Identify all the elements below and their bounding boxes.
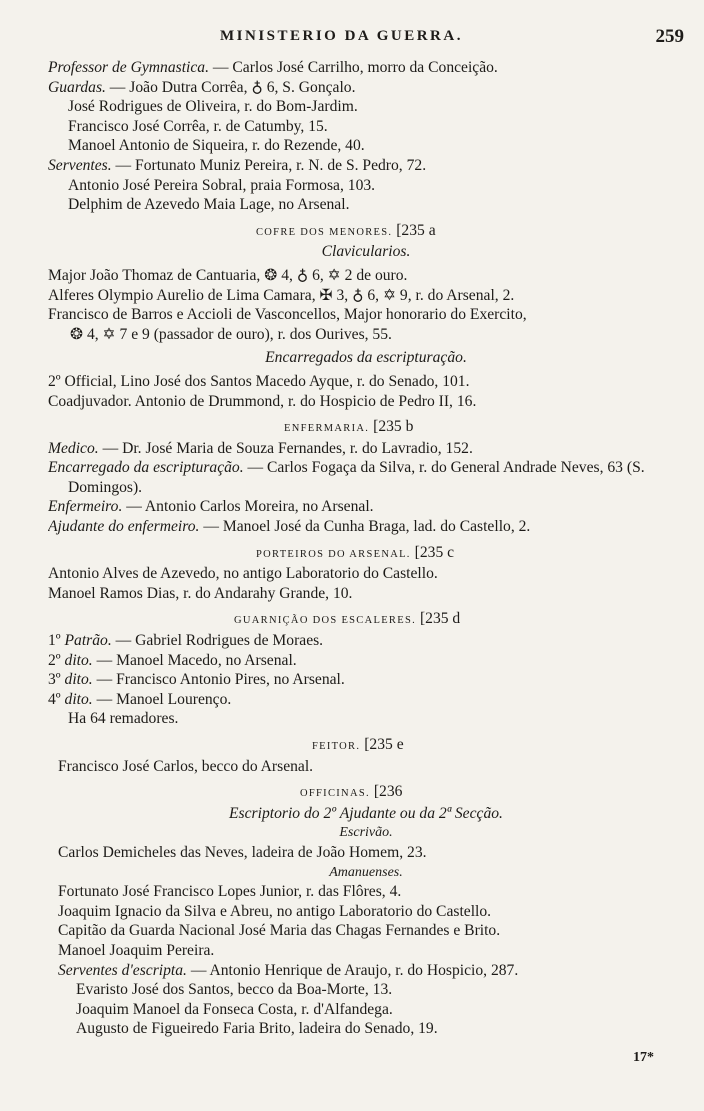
entry-label: Serventes. <box>48 156 112 174</box>
entry-label: dito. <box>64 671 93 689</box>
entry-label: Ajudante do enfermeiro. <box>48 518 200 536</box>
entry-servant: Delphim de Azevedo Maia Lage, no Arsenal. <box>68 196 350 214</box>
heading-ref: [235 d <box>419 610 461 628</box>
entry-guard: José Rodrigues de Oliveira, r. do Bom-Jardim. <box>68 98 358 116</box>
section-heading-cofre <box>48 221 684 243</box>
entry-line: Carlos Demicheles das Neves, ladeira de João Homem, 23. <box>58 843 427 861</box>
entry-text: — Gabriel Rodrigues de Moraes. <box>111 632 324 650</box>
entry-remadores: Ha 64 remadores. <box>68 710 179 728</box>
entry-guards <box>48 78 684 98</box>
entry-serventes-escripta <box>48 961 684 981</box>
entry-guard: Francisco José Corrêa, r. de Catumby, 15. <box>68 117 328 135</box>
entry-label: dito. <box>64 651 93 669</box>
entry-text: — Francisco Antonio Pires, no Arsenal. <box>92 671 345 689</box>
entry-dito <box>48 690 684 710</box>
heading-text: OFFICINAS. <box>300 788 370 800</box>
section-heading-officinas <box>48 782 684 804</box>
entry-text: — Fortunato Muniz Pereira, r. N. de S. Pedro, 72. <box>111 156 427 174</box>
entry-line: Manoel Ramos Dias, r. do Andarahy Grande, 10. <box>48 584 353 602</box>
heading-ref: [235 e <box>364 736 404 753</box>
entry-label: dito. <box>64 690 93 708</box>
section-heading-porteiros <box>48 543 684 565</box>
entry-dito <box>48 670 684 690</box>
entry-prefix: 1º <box>48 632 65 650</box>
entry-line: Antonio Alves de Azevedo, no antigo Laboratorio do Castello. <box>48 565 438 583</box>
entry-line: 2º Official, Lino José dos Santos Macedo Ayque, r. do Senado, 101. <box>48 372 470 390</box>
entry-text: — Antonio Carlos Moreira, no Arsenal. <box>122 498 374 516</box>
entry-line: Manoel Joaquim Pereira. <box>58 941 215 959</box>
entry-label: Medico. <box>48 439 99 457</box>
entry-text: — Dr. José Maria de Souza Fernandes, r. do Lavradio, 152. <box>98 439 473 457</box>
heading-ref: [236 <box>373 783 403 801</box>
entry-line: Joaquim Ignacio da Silva e Abreu, no antigo Laboratorio do Castello. <box>58 902 492 920</box>
entry-line: Capitão da Guarda Nacional José Maria das Chagas Fernandes e Brito. <box>58 922 501 940</box>
entry-servant: Evaristo José dos Santos, becco da Boa-Morte, 13. <box>76 981 393 999</box>
subheading-clavicularios: Clavicularios. <box>321 243 411 261</box>
entry-servant: Joaquim Manoel da Fonseca Costa, r. d'Alfandega. <box>76 1000 393 1018</box>
entry-text: — Manoel Macedo, no Arsenal. <box>92 651 297 669</box>
entry-prefix: 4º <box>48 690 65 708</box>
heading-text: ENFERMARIA. <box>284 423 370 435</box>
entry-text: — Antonio Henrique de Araujo, r. do Hospicio, 287. <box>186 961 519 979</box>
entry-line: Fortunato José Francisco Lopes Junior, r. das Flôres, 4. <box>58 883 402 901</box>
entry-servant: Antonio José Pereira Sobral, praia Formosa, 103. <box>68 176 376 194</box>
entry-text: — Carlos José Carrilho, morro da Conceição. <box>208 59 498 76</box>
entry-label: Guardas. <box>48 78 106 96</box>
entry-line: Major João Thomaz de Cantuaria, ❂ 4, ♁ 6, ✡ 2 de ouro. <box>48 266 408 284</box>
entry-ajudante <box>48 517 684 537</box>
heading-text: GUARNIÇÃO DOS ESCALERES. <box>234 615 417 627</box>
entry-line: ❂ 4, ✡ 7 e 9 (passador de ouro), r. dos Ourives, 55. <box>70 325 392 343</box>
entry-label: Encarregado da escripturação. <box>48 459 244 477</box>
subheading-amanuenses: Amanuenses. <box>329 864 403 880</box>
entry-text: — Carlos Fogaça da Silva, r. do General Andrade Neves, 63 (S. Domingos). <box>68 459 645 496</box>
entry-label: Professor de Gymnastica. <box>48 59 209 76</box>
entry-line: Coadjuvador. Antonio de Drummond, r. do Hospicio de Pedro II, 16. <box>48 392 477 410</box>
section-heading-enfermaria <box>48 417 684 439</box>
section-heading-guarnicao <box>48 609 684 631</box>
signature-mark: 17* <box>633 1050 654 1065</box>
heading-text: PORTEIROS DO ARSENAL. <box>256 548 411 560</box>
entry-enfermeiro <box>48 497 684 517</box>
entry-label: Patrão. <box>64 632 112 650</box>
entry-text: — Manoel Lourenço. <box>92 690 232 708</box>
heading-ref: [235 c <box>414 543 455 561</box>
page-number: 259 <box>655 26 684 47</box>
subheading-escripturacao: Encarregados da escripturação. <box>265 349 467 367</box>
entry-dito <box>48 651 684 671</box>
entry-servant: Augusto de Figueiredo Faria Brito, ladeira do Senado, 19. <box>76 1020 438 1038</box>
section-heading-feitor <box>48 735 684 757</box>
entry-gymnastics-professor <box>48 58 684 78</box>
entry-label: Serventes d'escripta. <box>58 961 187 979</box>
heading-text: COFRE DOS MENORES. <box>256 226 393 238</box>
entry-prefix: 2º <box>48 651 65 669</box>
subheading-escriptorio: Escriptorio do 2º Ajudante ou da 2ª Secção. <box>229 804 503 822</box>
entry-line: Francisco de Barros e Accioli de Vasconcellos, Major honorario do Exercito, <box>48 306 527 324</box>
entry-line: Francisco José Carlos, becco do Arsenal. <box>58 757 314 775</box>
entry-servants <box>48 156 684 176</box>
entry-line: Alferes Olympio Aurelio de Lima Camara, ✠ 3, ♁ 6, ✡ 9, r. do Arsenal, 2. <box>48 286 515 304</box>
heading-text: FEITOR. <box>312 741 361 752</box>
entry-prefix: 3º <box>48 671 65 689</box>
entry-text: — João Dutra Corrêa, ♁ 6, S. Gonçalo. <box>105 78 356 96</box>
entry-patrao <box>48 631 684 651</box>
subheading-escrivao: Escrivão. <box>339 825 393 841</box>
document-body <box>48 58 684 1039</box>
entry-label: Enfermeiro. <box>48 498 123 516</box>
entry-medico <box>48 439 684 459</box>
entry-encarregado <box>48 458 684 497</box>
header-title: MINISTERIO DA GUERRA. <box>220 28 463 44</box>
entry-text: — Manoel José da Cunha Braga, lad. do Castello, 2. <box>199 518 531 536</box>
heading-ref: [235 a <box>396 221 436 239</box>
heading-ref: [235 b <box>373 418 414 436</box>
running-header <box>0 24 704 50</box>
entry-guard: Manoel Antonio de Siqueira, r. do Rezende, 40. <box>68 137 365 155</box>
